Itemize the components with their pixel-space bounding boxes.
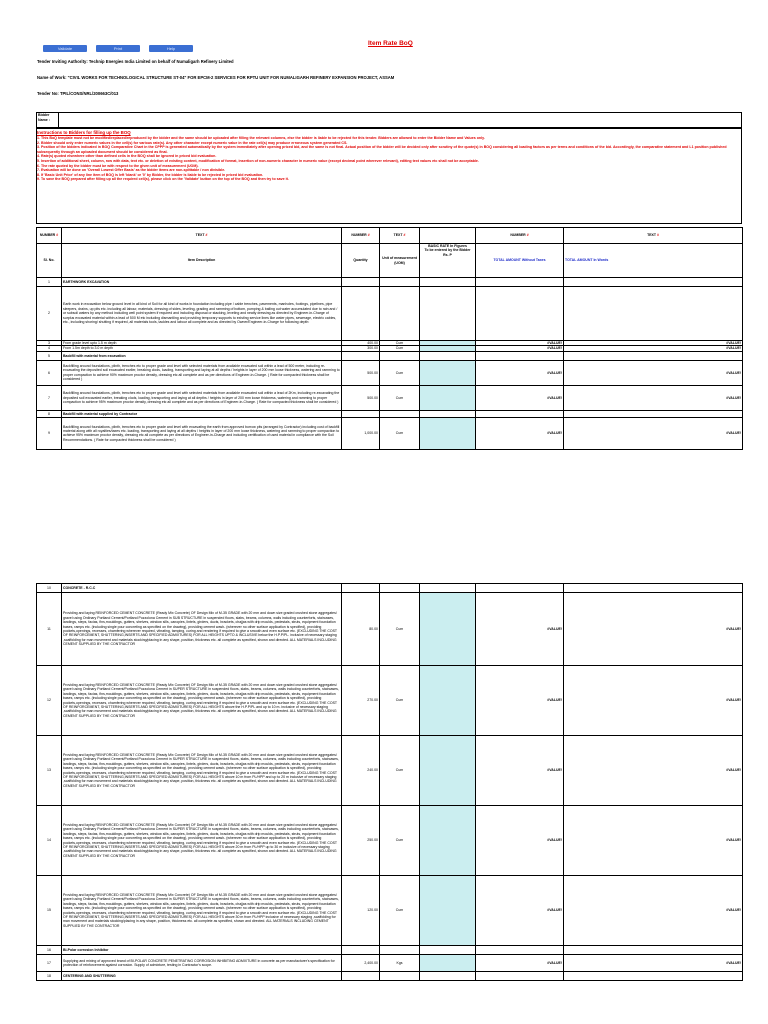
rate-input-cell: [420, 287, 476, 341]
quantity-cell: 240.00: [342, 736, 380, 806]
uom-cell: Cum: [380, 806, 420, 876]
sl-cell: 13: [37, 736, 62, 806]
amount-in-words-cell: #VALUE!: [564, 346, 743, 351]
header-uom: Unit of measurement (UOM): [380, 244, 420, 278]
type-cell: TEXT #: [62, 228, 342, 244]
amount-in-words-cell: #VALUE!: [564, 955, 743, 972]
amount-in-words-cell: [564, 287, 743, 341]
uom-cell: Cum: [380, 341, 420, 346]
total-amount-cell: #VALUE!: [476, 736, 564, 806]
table-row: [37, 876, 743, 946]
sl-cell: 17: [37, 955, 62, 972]
description-cell: Backfill with material supplied by Contractor: [62, 410, 342, 417]
amount-in-words-cell: [564, 946, 743, 955]
quantity-cell: 1,000.00: [342, 417, 380, 449]
uom-cell: [380, 972, 420, 981]
type-cell: TEXT #: [380, 228, 420, 244]
description-cell: Providing and laying REINFORCED CEMENT CONCRETE (Ready Mix Concrete) OF Design Mix of M-35 GRADE with 20 mm and down size graded crushed stone aggregates/ gravel using Ordinary Portland Cement/Portland Pozzolona Cement in SUPER STRUCTURE in suspended floors, slabs, beams, columns, walls including counterforts, staircases, landings, steps, facias, fins,mouldings, gutters, shelves, window sills, canopies, lintels, girders, ducts, brackets, chajjas with drip moulds, pedestals, struts, equipment foundation bases, ramps etc. (including single pour concreting as specified on the drawing), providing cement wash- (wherever no other surface application is specified), providing pockets,openings, recesses, chamfering wherever required, vibrating, tamping, curing and rendering if required to give a smooth and even surface etc. (EXCLUDING THE COST OF REINFORCEMENT, SHUTTERING,INSERTS AND SPECIFIED ADMIXTURES) FOR ALL HEIGHTS above 10 m from PL/HPP and up to 20 m inclusive of necessary staging ,scaffolding for man movement and materials stocking/placing in any shape, position, thickness etc. all complete as specified, shown and directed. ALL MATERIALS INCLUDING CEMENT SUPPLIED BY THE CONTRACTOR: [62, 736, 342, 806]
type-cell: NUMBER #: [342, 228, 380, 244]
instructions-title: Instructions to Bidders for filling up the BOQ: [37, 130, 131, 135]
description-cell: CONCRETE - R.C.C: [62, 584, 342, 593]
description-cell: Backfilling around foundations, plinth, trenches etc to proper grade and level with selected materials from available excavated soil within a lead of 500 meter, including re-excavating the deposited soil excavated earlier, breaking clods, loading, transporting and laying at all depths / heights in layer of 200 mm loose thickness, watering and ramming to proper compaction to achieve 90% maximum proctor density, dressing etc all complete and as per directions of Engineer-in-Charge. ( Rate for compacted thickness shall be considered ): [62, 360, 342, 385]
section-row: [37, 278, 743, 287]
table-row: [37, 736, 743, 806]
rate-input-cell[interactable]: [420, 955, 476, 972]
tender-inviting-authority: Tender Inviting Authority: Technip Energies India Limited on behalf of Numaligarh Refinery Limited: [37, 59, 234, 64]
boq-table-page2: [36, 583, 743, 981]
sl-cell: 4: [37, 346, 62, 351]
sl-cell: 14: [37, 806, 62, 876]
amount-in-words-cell: [564, 410, 743, 417]
rate-input-cell: [420, 278, 476, 287]
quantity-cell: 80.00: [342, 593, 380, 666]
rate-input-cell[interactable]: [420, 806, 476, 876]
table-row: [37, 287, 743, 341]
sl-cell: 16: [37, 946, 62, 955]
quantity-cell: 300.00: [342, 346, 380, 351]
uom-cell: [380, 287, 420, 341]
sl-cell: 5: [37, 351, 62, 360]
uom-cell: [380, 410, 420, 417]
description-cell: Providing and laying REINFORCED CEMENT CONCRETE (Ready Mix Concrete) OF Design Mix of M-35 GRADE with 20 mm and down size graded crushed stone aggregates/ gravel using Ordinary Portland Cement/Portland Pozzolona Cement in SUPER STRUCTURE in suspended floors, slabs, beams, columns, walls including counterforts, staircases, landings, steps, facias, fins,mouldings, gutters, shelves, window sills, canopies, lintels, girders, ducts, brackets, chajjas with drip moulds, pedestals, struts, equipment foundation bases, ramps etc. (including single pour concreting as specified on the drawing), providing cement wash- (wherever no other surface application is specified), providing pockets,openings, recesses, chamfering wherever required, vibrating, tamping, curing and rendering if required to give a smooth and even surface etc. (EXCLUDING THE COST OF REINFORCEMENT, SHUTTERING,INSERTS AND SPECIFIED ADMIXTURES) FOR ALL HEIGHTS above 30 m from PL/HPP inclusive of necessary staging ,scaffolding for man movement and materials stocking/placing in any shape, position, thickness etc. all complete as specified, shown and directed. ALL MATERIALS INCLUDING CEMENT SUPPLIED BY THE CONTRACTOR: [62, 876, 342, 946]
uom-cell: [380, 584, 420, 593]
total-amount-cell: [476, 278, 564, 287]
uom-cell: [380, 351, 420, 360]
description-cell: Backfill with material from excavation: [62, 351, 342, 360]
quantity-cell: [342, 946, 380, 955]
total-amount-cell: [476, 584, 564, 593]
description-cell: Earth work in excavation below ground level in all kind of Soil for all kind of works in foundation including pipe / cable trenches, pavements, manholes, footings, pipelines, pipe sleepers, drains, up pits etc. including all labour, materials, dressing of sides, leveling, grading and ramming of bottom, pumping & bailing out water accumulated due to rain and / or subsoil waters by any method including well point system if required and including disposal or stacking, leveling and neatly dressing as directed by Engineer-in-Charge of surplus excavated material within a lead of 500 M etc including dismantling and providing temporary supports to existing service lines like water pipes, sewerage, electric cables, etc., including shoring/ shutting if required, all materials tools, tackles and labour all complete and as directed by Owner/Engineer-in-Charge for following depth:: [62, 287, 342, 341]
instruction-line: 4. Rate(s) quoted elsewhere other than defined cells in the BOQ shall be ignored in priced bid evaluation.: [37, 154, 217, 159]
description-cell: Providing and laying REINFORCED CEMENT CONCRETE (Ready Mix Concrete) OF Design Mix of M-35 GRADE with 20 mm and down size graded crushed stone aggregates/ gravel using Ordinary Portland Cement/Portland Pozzolona Cement in SUB STRUCTURE in suspended floors, slabs, beams, columns, walls including counterforts, staircases, landings, steps, facias, fins,mouldings, gutters, shelves, window sills, canopies, lintels, girders, ducts, brackets, chajjas with drip moulds, pedestals, struts, equipment foundation bases, ramps etc. (including single pour concreting as specified on the drawing), providing cement wash- (wherever no other surface application is specified), providing pockets,openings, recesses, chamfering wherever required, vibrating, tamping, curing and rendering if required to give a smooth and even surface etc. (EXCLUDING THE COST OF REINFORCEMENT, SHUTTERING,INSERTS AND SPECIFIED ADMIXTURES) FOR ALL HEIGHTS UPTO & INCLUSIVE below the H.P.P/PL. inclusive of necessary staging ,scaffolding for man movement and materials stocking/placing in any shape, position, thickness etc. all complete as specified, shown and directed. ALL MATERIALS INCLUDING CEMENT SUPPLIED BY THE CONTRACTOR: [62, 593, 342, 666]
validate-button[interactable]: Validate: [43, 45, 87, 52]
quantity-cell: [342, 278, 380, 287]
instruction-line: 3. Position of the bidders indicated in BOQ Comparative Chart in the CPPP is generated automatically by the system immediately after opening priced bid, and the same is not final. Actual position of the bidder will be decided only after scrutiny of the quote(s) in BOQ considering all loading factors as per terms and conditions of the bid. Accordingly, the comparative statement and L1 position published subsequently through an uploaded document should be considered as final.: [37, 145, 727, 154]
total-amount-cell: [476, 287, 564, 341]
quantity-cell: 270.00: [342, 666, 380, 736]
type-cell: [420, 228, 476, 244]
quantity-cell: 400.00: [342, 341, 380, 346]
sl-cell: 1: [37, 278, 62, 287]
description-cell: From 1.5m depth to 3.0 m depth: [62, 346, 342, 351]
quantity-cell: 2,400.00: [342, 955, 380, 972]
type-row: [37, 228, 743, 244]
uom-cell: Cum: [380, 346, 420, 351]
rate-input-cell[interactable]: [420, 417, 476, 449]
instructions-text: [37, 136, 737, 182]
sl-cell: 15: [37, 876, 62, 946]
table-row: [37, 666, 743, 736]
total-amount-cell: #VALUE!: [476, 346, 564, 351]
print-button[interactable]: Print: [96, 45, 140, 52]
quantity-cell: 120.00: [342, 876, 380, 946]
total-amount-cell: #VALUE!: [476, 360, 564, 385]
uom-cell: Cum: [380, 360, 420, 385]
uom-cell: Cum: [380, 876, 420, 946]
quantity-cell: [342, 972, 380, 981]
type-cell: TEXT #: [564, 228, 743, 244]
sl-cell: 3: [37, 341, 62, 346]
header-basic-rate-line1: BASIC RATE In Figures: [428, 244, 467, 248]
quantity-cell: [342, 584, 380, 593]
amount-in-words-cell: #VALUE!: [564, 417, 743, 449]
boq-table-page1: [36, 227, 743, 450]
total-amount-cell: #VALUE!: [476, 593, 564, 666]
instruction-line: 6. The rate quoted by the bidder must be with respect to the given unit of measurement (UOM).: [37, 163, 199, 168]
uom-cell: Cum: [380, 417, 420, 449]
amount-in-words-cell: #VALUE!: [564, 385, 743, 410]
header-amount-in-words: TOTAL AMOUNT In Words: [564, 244, 743, 278]
description-cell: EARTHWORK EXCAVATION: [62, 278, 342, 287]
section-row: [37, 972, 743, 981]
section-row: [37, 410, 743, 417]
amount-in-words-cell: [564, 351, 743, 360]
instruction-line: 1. This BoQ template must not be modified/replaced/reproduced by the bidder and the same should be uploaded after filling the relevant columns, else the bidder is liable to be rejected for this tender. Bidders are allowed to enter the Bidder Name and Values only.: [37, 136, 485, 140]
quantity-cell: [342, 351, 380, 360]
rate-input-cell[interactable]: [420, 666, 476, 736]
section-row: [37, 946, 743, 955]
instruction-line: 9. To save the BOQ prepared after filling up all the required cell(s), please click on the 'Validate' button on the top of the BOQ and then try to save it.: [37, 177, 289, 182]
rate-input-cell: [420, 972, 476, 981]
rate-input-cell: [420, 584, 476, 593]
total-amount-cell: [476, 410, 564, 417]
amount-in-words-cell: #VALUE!: [564, 360, 743, 385]
uom-cell: Cum: [380, 593, 420, 666]
header-total-amount: TOTAL AMOUNT Without Taxes: [476, 244, 564, 278]
description-cell: Supplying and mixing of approved brand of BI-POLAR CONCRETE PENETRATING CORROSION INHIBITING ADMIXTURE in concrete as per manufacturer's specification for protection of reinforcement against corrosion. Supply of admixture, testing in Contractor's scope.: [62, 955, 342, 972]
sl-cell: 9: [37, 417, 62, 449]
amount-in-words-cell: [564, 972, 743, 981]
uom-cell: Cum: [380, 385, 420, 410]
table-row: [37, 417, 743, 449]
uom-cell: Cum: [380, 736, 420, 806]
total-amount-cell: [476, 972, 564, 981]
sl-cell: 11: [37, 593, 62, 666]
rate-input-cell: [420, 351, 476, 360]
rate-input-cell[interactable]: [420, 876, 476, 946]
sl-cell: 6: [37, 360, 62, 385]
header-basic-rate: [420, 244, 476, 278]
sl-cell: 18: [37, 972, 62, 981]
amount-in-words-cell: #VALUE!: [564, 876, 743, 946]
description-cell: From grade level upto 1.5 m depth: [62, 341, 342, 346]
bidder-name-label: Bidder Name :: [37, 113, 59, 127]
name-of-work: Name of Work: "CIVIL WORKS FOR TECHNOLOGICAL STRUCTURE ST-04" FOR EPCM-2 SERVICES FOR RPTU UNIT FOR NUMALIGARH REFINERY EXPANSION PROJECT, ASSAM: [37, 75, 395, 80]
total-amount-cell: #VALUE!: [476, 806, 564, 876]
table-row: [37, 385, 743, 410]
total-amount-cell: #VALUE!: [476, 876, 564, 946]
tender-number: Tender No: TPIL/CONS/NRL/200663C/013: [37, 91, 119, 96]
sl-cell: 7: [37, 385, 62, 410]
sl-cell: 8: [37, 410, 62, 417]
header-description: Item Description: [62, 244, 342, 278]
type-cell: NUMBER #: [476, 228, 564, 244]
rate-input-cell: [420, 410, 476, 417]
help-button[interactable]: Help: [149, 45, 193, 52]
amount-in-words-cell: [564, 584, 743, 593]
quantity-cell: 500.00: [342, 360, 380, 385]
total-amount-cell: [476, 946, 564, 955]
header-row: [37, 244, 743, 278]
instruction-line: 2. Bidder should only enter numeric values in the cell(s) for various rate(s). Any other character except numeric value in the rate cell(s) may produce erroneous system generated CS.: [37, 140, 348, 145]
description-cell: Bi-Polar corrosion Inhibitor: [62, 946, 342, 955]
amount-in-words-cell: [564, 278, 743, 287]
uom-cell: Cum: [380, 666, 420, 736]
uom-cell: [380, 946, 420, 955]
sl-cell: 10: [37, 584, 62, 593]
amount-in-words-cell: #VALUE!: [564, 593, 743, 666]
bidder-name-input[interactable]: [58, 113, 741, 127]
amount-in-words-cell: #VALUE!: [564, 341, 743, 346]
amount-in-words-cell: #VALUE!: [564, 666, 743, 736]
table-row: [37, 806, 743, 876]
header-basic-rate-line3: Rs. P: [443, 252, 452, 257]
description-cell: Providing and laying REINFORCED CEMENT CONCRETE (Ready Mix Concrete) OF Design Mix of M-35 GRADE with 20 mm and down size graded crushed stone aggregates/ gravel using Ordinary Portland Cement/Portland Pozzolona Cement in SUPER STRUCTURE in suspended floors, slabs, beams, columns, walls including counterforts, staircases, landings, steps, facias, fins,mouldings, gutters, shelves, window sills, canopies, lintels, girders, ducts, brackets, chajjas with drip moulds, pedestals, struts, equipment foundation bases, ramps etc. (including single pour concreting as specified on the drawing), providing cement wash- (wherever no other surface application is specified), providing pockets,openings, recesses, chamfering wherever required, vibrating, tamping, curing and rendering if required to give a smooth and even surface etc. (EXCLUDING THE COST OF REINFORCEMENT, SHUTTERING,INSERTS AND SPECIFIED ADMIXTURES) FOR ALL HEIGHTS above 20 m from PL/HPP up to 30 m inclusive of necessary staging ,scaffolding for man movement and materials stocking/placing in any shape, position, thickness etc. all complete as specified, shown and directed. ALL MATERIALS INCLUDING CEMENT SUPPLIED BY THE CONTRACTOR: [62, 806, 342, 876]
quantity-cell: 250.00: [342, 806, 380, 876]
table-row: [37, 955, 743, 972]
rate-input-cell[interactable]: [420, 593, 476, 666]
description-cell: Backfilling around foundations, plinth, trenches etc to proper grade and level with excavating the earth from approved borrow pits (arranged by Contractor) including cost of backfill material along with all royalties/taxes etc. loading, transporting and laying at all depths / heights in layer of 200 mm loose thickness, watering and ramming to proper compaction to achieve 95% maximum proctor density, dressing etc all complete as per directions of Engineer-in-Charge and including certification of used material in compliance with the Soil Recommendations. ( Rate for compacted thickness shall be considered ): [62, 417, 342, 449]
amount-in-words-cell: #VALUE!: [564, 806, 743, 876]
description-cell: Backfilling around foundations, plinth, trenches etc to proper grade and level with selected materials from available excavated soil within a lead of 2Km, including re-excavating the deposited soil excavated earlier, breaking clods, loading, transporting and laying at all depths / heights in layer of 200 mm loose thickness, watering and ramming to proper compaction to achieve 95% maximum proctor density, dressing etc all complete and as per directions of Engineer-in-Charge. ( Rate for compacted thickness shall be considered ): [62, 385, 342, 410]
uom-cell: Kgs: [380, 955, 420, 972]
total-amount-cell: #VALUE!: [476, 385, 564, 410]
section-row: [37, 584, 743, 593]
sl-cell: 2: [37, 287, 62, 341]
instruction-line: 5. Insertion of additional sheet, column, row with data, text etc. or deletion of existing content, modification of format, insertion of non-numeric character in numeric value (except decimal point wherever relevant), editing text values etc shall not be acceptable.: [37, 158, 479, 163]
header-quantity: Quantity: [342, 244, 380, 278]
instruction-line: 7. Evaluation will be done on 'Overall Lowest Offer Basis' as the bidder items are non-splittable / non divisible.: [37, 168, 226, 173]
header-basic-rate-line2: To be entered by the Bidder: [424, 248, 471, 253]
page-title: Item Rate BoQ: [368, 40, 413, 47]
sl-cell: 12: [37, 666, 62, 736]
total-amount-cell: [476, 351, 564, 360]
quantity-cell: [342, 287, 380, 341]
amount-in-words-cell: #VALUE!: [564, 736, 743, 806]
rate-input-cell[interactable]: [420, 360, 476, 385]
rate-input-cell[interactable]: [420, 385, 476, 410]
rate-input-cell[interactable]: [420, 736, 476, 806]
description-cell: Providing and laying REINFORCED CEMENT CONCRETE (Ready Mix Concrete) OF Design Mix of M-35 GRADE with 20 mm and down size graded crushed stone aggregates/ gravel using Ordinary Portland Cement/Portland Pozzolona Cement in SUPER STRUCTURE in suspended floors, slabs, beams, columns, walls including counterforts, staircases, landings, steps, facias, fins,mouldings, gutters, shelves, window sills, canopies, lintels, girders, ducts, brackets, chajjas with drip moulds, pedestals, struts, equipment foundation bases, ramps etc. (including single pour concreting as specified on the drawing), providing cement wash- (wherever no other surface application is specified), providing pockets,openings, recesses, chamfering wherever required, vibrating, tamping, curing and rendering if required to give a smooth and even surface etc. (EXCLUDING THE COST OF REINFORCEMENT, SHUTTERING,INSERTS AND SPECIFIED ADMIXTURES) FOR ALL HEIGHTS above the H.P.P/PL and up to 10 m. inclusive of necessary staging ,scaffolding for man movement and materials stocking/placing in any shape, position, thickness etc. all complete as specified, shown and directed. ALL MATERIALS INCLUDING CEMENT SUPPLIED BY THE CONTRACTOR: [62, 666, 342, 736]
description-cell: CENTERING AND SHUTTERING: [62, 972, 342, 981]
uom-cell: [380, 278, 420, 287]
header-sl: Sl. No.: [37, 244, 62, 278]
total-amount-cell: #VALUE!: [476, 955, 564, 972]
quantity-cell: [342, 410, 380, 417]
type-cell: NUMBER #: [37, 228, 62, 244]
section-row: [37, 351, 743, 360]
quantity-cell: 500.00: [342, 385, 380, 410]
total-amount-cell: #VALUE!: [476, 666, 564, 736]
rate-input-cell: [420, 946, 476, 955]
bidder-name-row: [36, 112, 742, 128]
instruction-line: 8. If 'Basic Unit Price' of any line item of BOQ is left 'blank' or '0' by Bidder, the bidder is liable to be rejected in priced bid evaluation.: [37, 172, 264, 177]
table-row: [37, 593, 743, 666]
total-amount-cell: #VALUE!: [476, 417, 564, 449]
total-amount-cell: #VALUE!: [476, 341, 564, 346]
table-row: [37, 360, 743, 385]
